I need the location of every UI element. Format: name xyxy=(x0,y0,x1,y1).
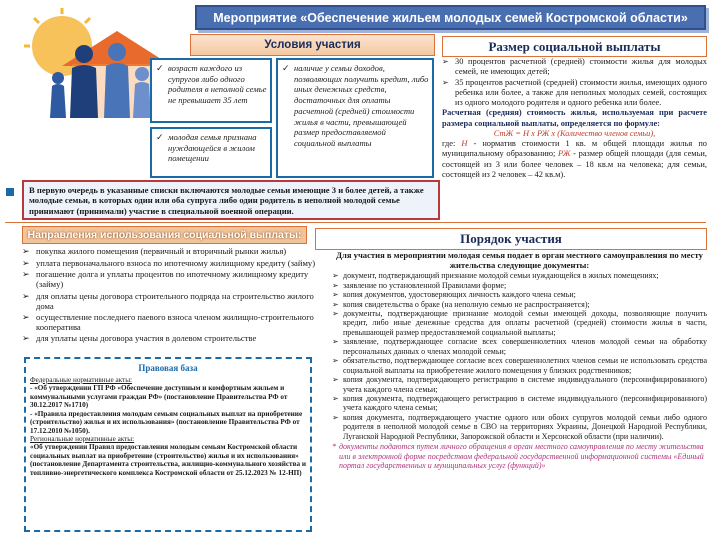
regional-label: Региональные нормативные акты: xyxy=(30,435,135,443)
arrow-icon: ➢ xyxy=(332,290,339,300)
arrow-icon: ➢ xyxy=(22,311,30,322)
legal-act: - «Правила предоставления молодым семьям социальных выплат на приобретение (строительство) жилья и их использования» (постановление Правительства РФ от 17.12.2010 №1050). xyxy=(30,409,303,435)
legal-act: - «Об утверждении ГП РФ «Обеспечение доступным и комфортным жильем и коммунальными услугами граждан РФ» (постановление Правительства РФ от 30.12.2017 №1710) xyxy=(30,384,288,410)
legal-act: «Об утверждении Правил предоставления молодым семьям Костромской области социальных выплат на приобретение (строительство) жилья и их использования» (постановление Департамента строительства, жилищно-коммунального хозяйства и топливно-энергетического комплекса Костромской области от 25.12.2023 № 12-НП) xyxy=(30,443,306,477)
arrow-icon: ➢ xyxy=(22,257,30,268)
arrow-icon: ➢ xyxy=(22,290,30,301)
arrow-icon: ➢ xyxy=(332,271,339,281)
procedure-note: * документы подаются путем личного обращения в орган местного самоуправления по месту жительства или в электронной форме посредством федеральной государственной информационной системы «Единый портал государственных и муниципальных услуг (функций)» xyxy=(332,442,704,471)
payment-size-title: Размер социальной выплаты xyxy=(442,36,707,57)
condition-age xyxy=(150,58,272,123)
page-header xyxy=(195,5,706,30)
divider xyxy=(5,222,706,223)
condition-need xyxy=(150,127,272,178)
procedure-heading: Для участия в мероприятии молодая семья подает в орган местного самоуправления по месту жительства следующие документы: xyxy=(336,250,703,271)
list-item: ➢ копия документа, подтверждающего регистрацию в системе индивидуального (персонифицированного) учета каждого члена семьи; xyxy=(332,393,707,413)
list-item: ➢ документы, подтверждающие признание молодой семьи имеющей доходы, позволяющие получить кредит, либо иные денежные средства для оплаты расчетной (средней) стоимости жилья в части, превышающей размер предоставляемой социальной выплаты; xyxy=(332,309,707,337)
federal-label: Федеральные нормативные акты: xyxy=(30,375,133,384)
list-item: ➢ копия документа, подтверждающего регистрацию в системе индивидуального (персонифицированного) учета каждого члена семьи; xyxy=(332,375,707,394)
procedure-title: Порядок участия xyxy=(315,228,707,250)
check-icon: ✓ xyxy=(156,132,164,142)
cost-title: Расчетная (средняя) стоимость жилья, используемая при расчете размера социальной выплаты, определяется по формуле: xyxy=(442,108,707,128)
condition-text: наличие у семьи доходов, позволяющих получить кредит, либо иных денежных средств, достаточных для оплаты расчетной (средней) стоимости жилья в части, превышающей размер предоставляемой социальной выплаты xyxy=(294,63,429,149)
list-item: ➢ 35 процентов расчетной (средней) стоимости жилья, имеющих одного ребенка или более, а также для неполных молодых семей, состоящих из одного молодого родителя и одного ребенка или более. xyxy=(442,77,707,107)
condition-text: возраст каждого из супругов либо одного родителя в неполной семье не превышает 35 лет xyxy=(168,63,267,106)
asterisk-icon: * xyxy=(332,442,336,452)
formula-definition: где: Н - норматив стоимости 1 кв. м общей площади жилья по муниципальному образованию; РЖ - размер общей площади (для семьи, состоящей из 3 или более человек – 18 кв.м на человека; для семьи, состоящей из 2 человек – 42 кв.м). xyxy=(442,139,707,179)
procedure-text xyxy=(332,250,707,535)
list-item: ➢ покупка жилого помещения (первичный и вторичный рынки жилья) xyxy=(22,246,287,256)
arrow-icon: ➢ xyxy=(332,375,339,385)
directions-title: Направления использования социальной выплаты: xyxy=(22,226,307,244)
list-item: ➢ обязательство, подтверждающее согласие всех совершеннолетних членов семьи не использовать средства социальной выплаты на приобретение жилого помещения у близких родственников; xyxy=(332,356,707,375)
arrow-icon: ➢ xyxy=(332,299,339,309)
arrow-icon: ➢ xyxy=(332,309,339,319)
list-item: ➢ заявление по установленной Правилами форме; xyxy=(332,280,507,290)
conditions-title: Условия участия xyxy=(190,34,435,56)
payment-size-text xyxy=(442,57,707,217)
directions-list xyxy=(22,246,332,354)
list-item: ➢ заявление, подтверждающее согласие всех совершеннолетних членов молодой семьи на обработку персональных данных о членах молодой семьи; xyxy=(332,337,707,356)
list-item: ➢ документ, подтверждающий признание молодой семьи нуждающейся в жилых помещениях; xyxy=(332,271,659,281)
condition-text: молодая семья признана нуждающейся в жилом помещении xyxy=(168,132,257,164)
arrow-icon: ➢ xyxy=(22,269,30,280)
arrow-icon: ➢ xyxy=(22,246,30,256)
legal-base-box xyxy=(24,357,312,532)
list-item: ➢ уплата первоначального взноса по ипотечному жилищному кредиту (займу) xyxy=(22,257,316,268)
square-bullet-icon xyxy=(5,187,15,197)
arrow-icon: ➢ xyxy=(22,333,30,344)
arrow-icon: ➢ xyxy=(332,280,339,290)
page-title: Мероприятие «Обеспечение жильем молодых семей Костромской области» xyxy=(213,10,688,25)
list-item: ➢ 30 процентов расчетной (средней) стоимости жилья для молодых семей, не имеющих детей; xyxy=(442,57,707,77)
list-item: ➢ копия свидетельства о браке (на неполную семью не распространяется); xyxy=(332,299,590,309)
formula: СтЖ = Н х РЖ х (Количество членов семьи), xyxy=(493,128,656,138)
arrow-icon: ➢ xyxy=(332,412,339,422)
list-item: ➢ погашение долга и уплаты процентов по ипотечному жилищному кредиту (займу) xyxy=(22,269,309,290)
condition-income xyxy=(276,58,434,178)
list-item: ➢ копия документов, удостоверяющих личность каждого члена семьи; xyxy=(332,290,576,300)
check-icon: ✓ xyxy=(156,63,164,73)
priority-note: В первую очередь в указанные списки включаются молодые семьи имеющие 3 и более детей, а также молодые семьи, в которых один или оба супруга либо один родитель в неполной молодой семье принимают (принимали) участие в специальной военной операции. xyxy=(22,180,440,220)
list-item: ➢ осуществление последнего паевого взноса членом жилищно-строительного кооператива xyxy=(22,311,314,332)
legal-base-title: Правовая база xyxy=(138,363,198,373)
arrow-icon: ➢ xyxy=(442,77,449,87)
check-icon: ✓ xyxy=(282,63,290,73)
list-item: ➢ для оплаты цены договора строительного подряда на строительство жилого дома xyxy=(22,290,314,311)
arrow-icon: ➢ xyxy=(332,356,339,366)
list-item: ➢ для уплаты цены договора участия в долевом строительстве xyxy=(22,333,257,344)
arrow-icon: ➢ xyxy=(442,57,449,66)
arrow-icon: ➢ xyxy=(332,393,339,403)
list-item: ➢ копия документа, подтверждающего участие одного или обоих супругов молодой семьи либо одного родителя в неполной молодой семье в СВО на территориях Украины, Донецкой Народной Республики, Луганской Народной Республики, Запорожской области и Херсонской области (при наличии). xyxy=(332,412,707,441)
arrow-icon: ➢ xyxy=(332,337,339,347)
